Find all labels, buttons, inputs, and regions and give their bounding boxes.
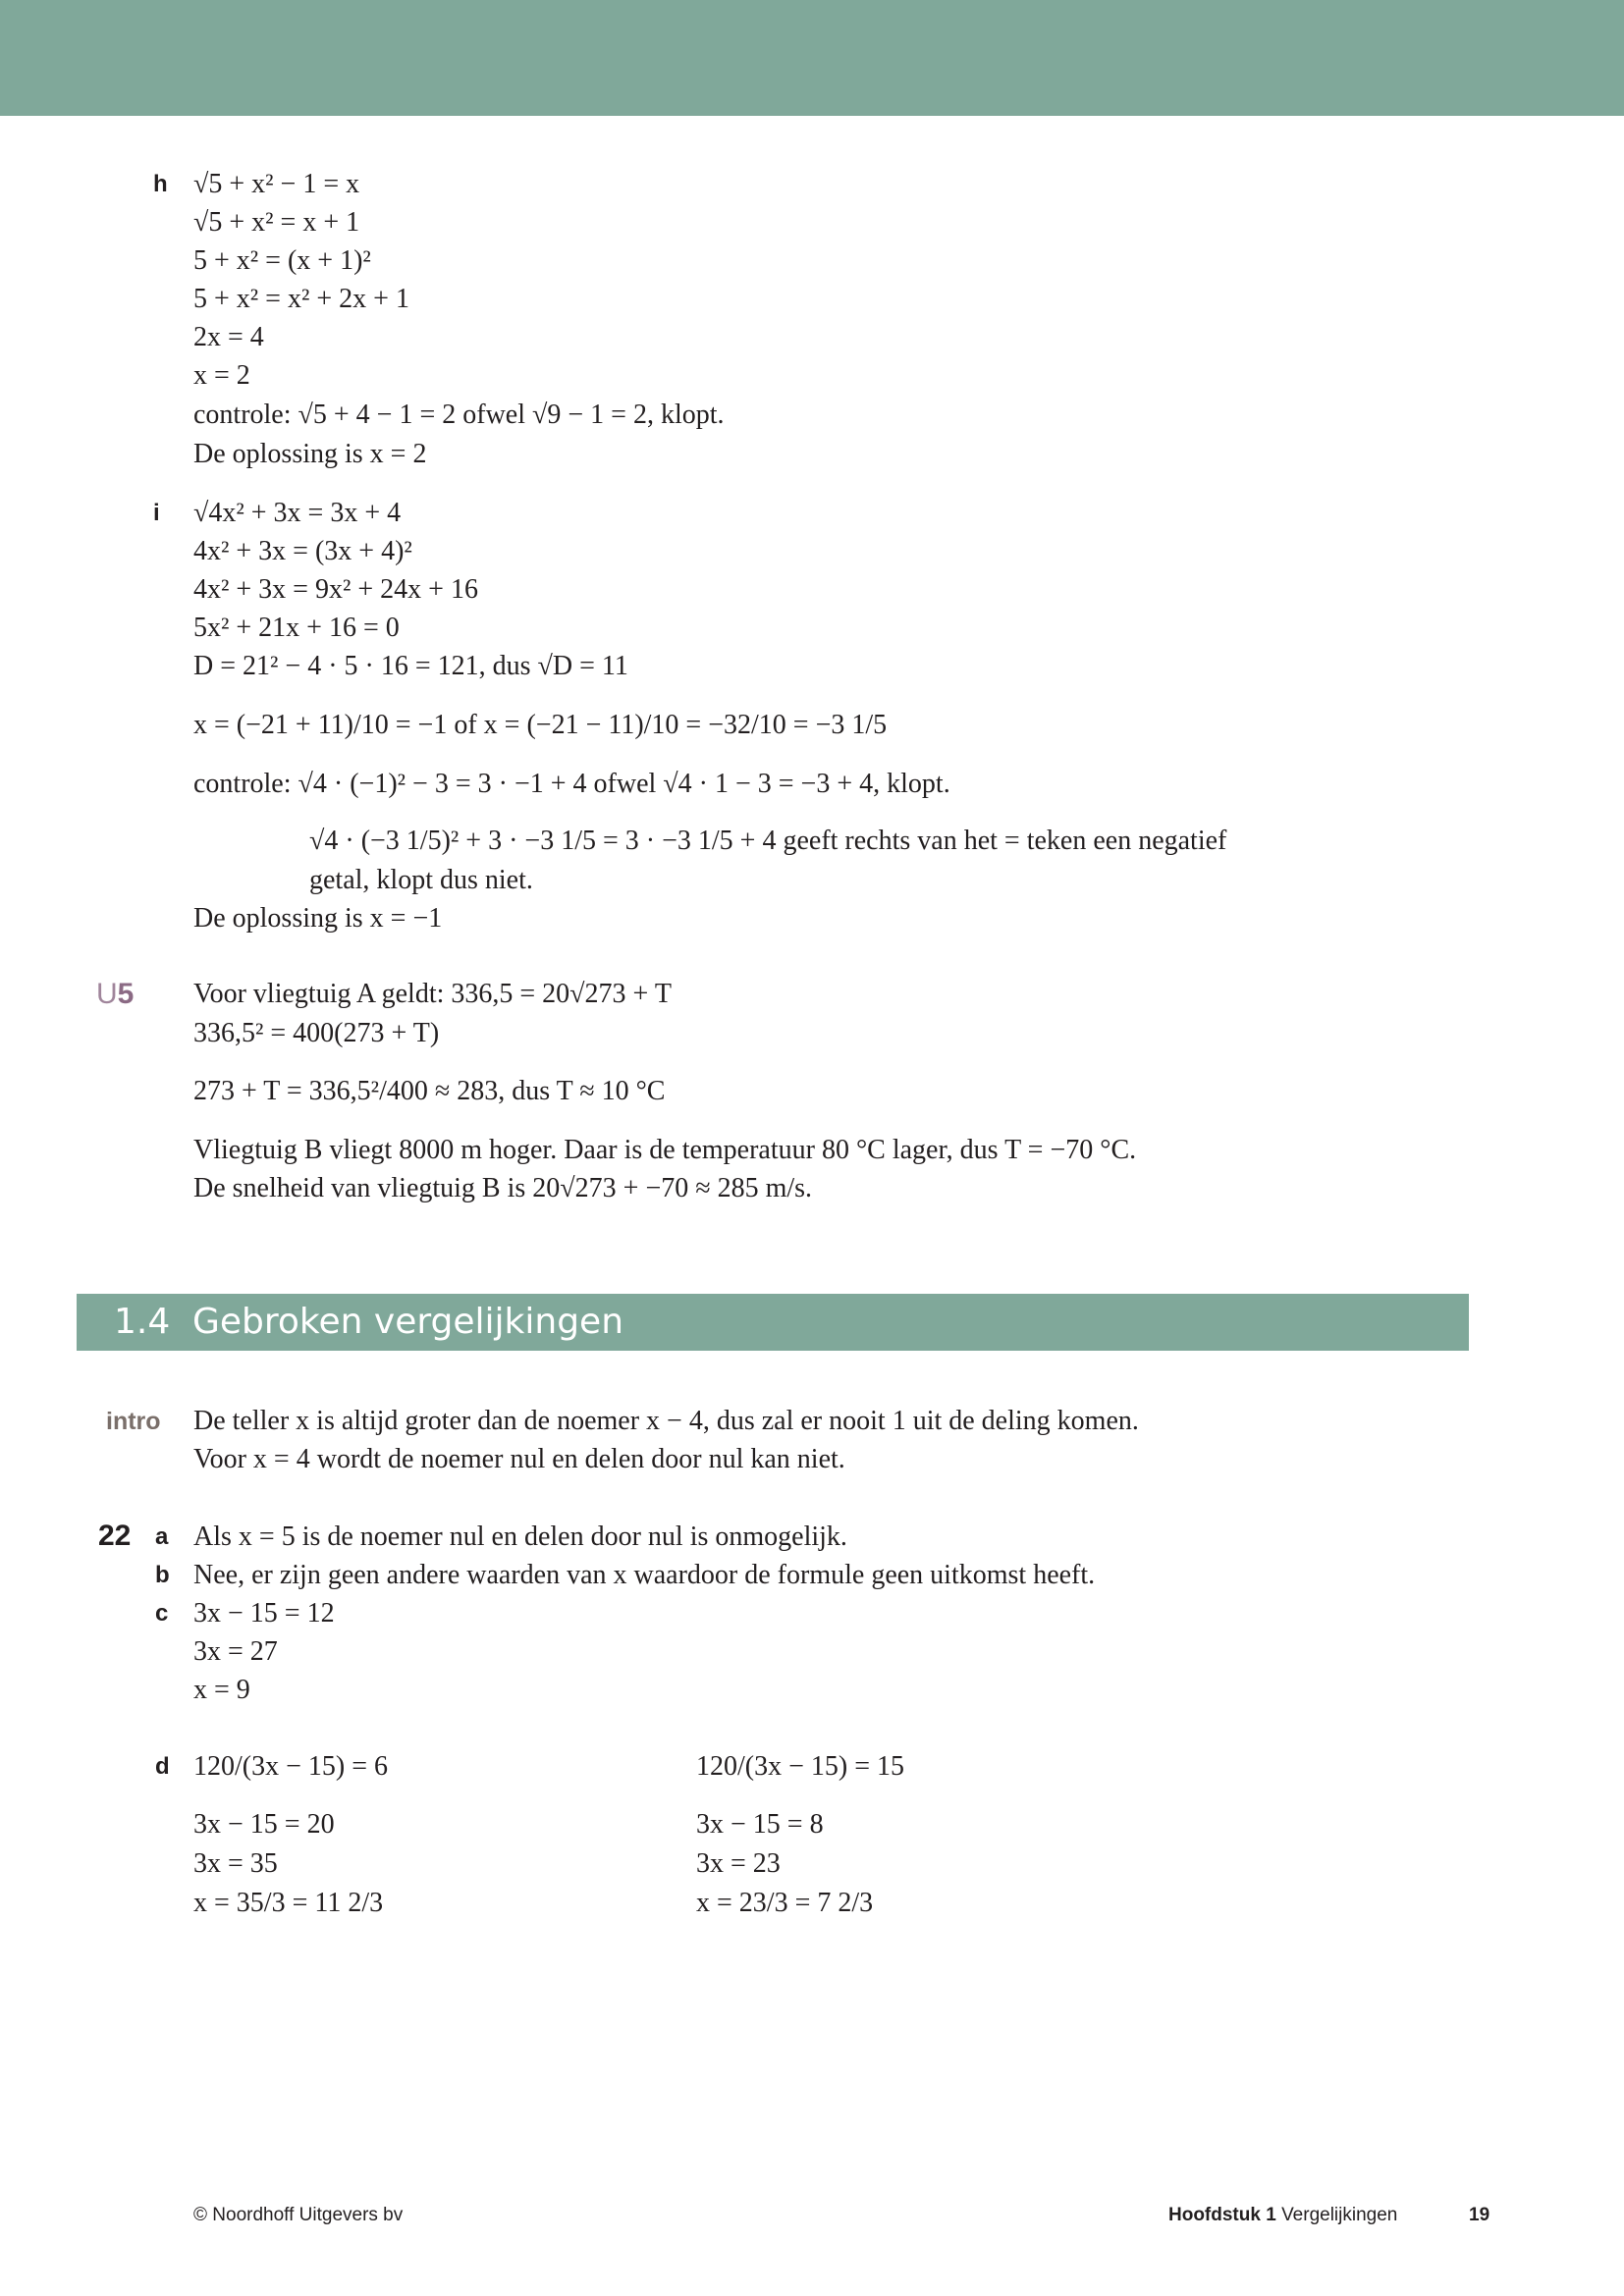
item-u5-line-3: 273 + T = 336,5²/400 ≈ 283, dus T ≈ 10 °C <box>193 1076 666 1106</box>
item-h-line-5: 2x = 4 <box>193 322 264 352</box>
q22-d-label: d <box>155 1753 170 1780</box>
header-bar <box>0 0 1624 116</box>
item-h-line-2: √5 + x² = x + 1 <box>193 207 360 238</box>
item-h-line-8: De oplossing is x = 2 <box>193 439 427 469</box>
item-i-line-5: D = 21² − 4 · 5 · 16 = 121, dus √D = 11 <box>193 651 628 681</box>
q22-d-right-line-3: 3x = 23 <box>696 1848 781 1879</box>
q22-d-left-line-2: 3x − 15 = 20 <box>193 1809 335 1840</box>
q22-d-left-line-1: 120/(3x − 15) = 6 <box>193 1751 389 1782</box>
footer-copyright: © Noordhoff Uitgevers bv <box>193 2205 404 2225</box>
item-u5-line-2: 336,5² = 400(273 + T) <box>193 1018 440 1048</box>
item-h-line-3: 5 + x² = (x + 1)² <box>193 245 371 276</box>
q22-d-right-line-2: 3x − 15 = 8 <box>696 1809 824 1840</box>
item-h-line-4: 5 + x² = x² + 2x + 1 <box>193 284 409 314</box>
item-h-label: h <box>153 171 168 197</box>
q22-c-line-3: x = 9 <box>193 1675 250 1705</box>
item-h-line-6: x = 2 <box>193 360 250 391</box>
q22-c-line-2: 3x = 27 <box>193 1636 278 1667</box>
item-i-line-3: 4x² + 3x = 9x² + 24x + 16 <box>193 574 478 605</box>
item-i-line-4: 5x² + 21x + 16 = 0 <box>193 613 400 643</box>
q22-a-label: a <box>155 1523 169 1550</box>
page-number: 19 <box>1469 2205 1490 2225</box>
item-i-line-10: De oplossing is x = −1 <box>193 903 443 934</box>
section-number: 1.4 <box>114 1302 171 1342</box>
item-i-line-7: controle: √4 · (−1)² − 3 = 3 · −1 + 4 ofwel √4 · 1 − 3 = −3 + 4, klopt. <box>193 769 950 799</box>
footer-chapter-number: Hoofdstuk 1 <box>1168 2205 1276 2225</box>
item-i-label: i <box>153 500 160 526</box>
footer-chapter <box>1168 2204 1397 2227</box>
section-heading <box>77 1294 1469 1351</box>
q22-d-right-line-1: 120/(3x − 15) = 15 <box>696 1751 905 1782</box>
q22-b-label: b <box>155 1562 170 1588</box>
item-i-line-2: 4x² + 3x = (3x + 4)² <box>193 536 412 566</box>
q22-d-right-line-4: x = 23/3 = 7 2/3 <box>696 1888 874 1918</box>
item-i-line-9: getal, klopt dus niet. <box>309 865 533 895</box>
item-i-line-1: √4x² + 3x = 3x + 4 <box>193 498 402 528</box>
q22-b-text: Nee, er zijn geen andere waarden van x waardoor de formule geen uitkomst heeft. <box>193 1560 1096 1590</box>
item-u5-line-4: Vliegtuig B vliegt 8000 m hoger. Daar is de temperatuur 80 °C lager, dus T = −70 °C. <box>193 1135 1137 1165</box>
intro-line-2: Voor x = 4 wordt de noemer nul en delen door nul kan niet. <box>193 1444 845 1474</box>
item-u5-number: 5 <box>117 978 135 1010</box>
item-u5-prefix: U <box>96 978 118 1010</box>
item-i-line-6: x = (−21 + 11)/10 = −1 of x = (−21 − 11)/10 = −32/10 = −3 1/5 <box>193 710 888 740</box>
item-u5-line-5: De snelheid van vliegtuig B is 20√273 + −70 ≈ 285 m/s. <box>193 1173 813 1203</box>
item-i-line-8: √4 · (−3 1/5)² + 3 · −3 1/5 = 3 · −3 1/5 + 4 geeft rechts van het = teken een negatief <box>309 826 1227 856</box>
question-22-number: 22 <box>98 1520 132 1552</box>
intro-line-1: De teller x is altijd groter dan de noemer x − 4, dus zal er nooit 1 uit de deling komen. <box>193 1406 1139 1436</box>
section-title: Gebroken vergelijkingen <box>192 1302 624 1342</box>
item-h-line-1: √5 + x² − 1 = x <box>193 169 360 199</box>
item-u5-label <box>96 978 134 1011</box>
item-u5-line-1: Voor vliegtuig A geldt: 336,5 = 20√273 + T <box>193 979 672 1009</box>
item-h-line-7: controle: √5 + 4 − 1 = 2 ofwel √9 − 1 = 2, klopt. <box>193 400 725 430</box>
q22-c-line-1: 3x − 15 = 12 <box>193 1598 335 1629</box>
intro-label: intro <box>106 1408 161 1435</box>
q22-c-label: c <box>155 1600 169 1627</box>
footer-chapter-title: Vergelijkingen <box>1281 2205 1398 2225</box>
q22-d-left-line-3: 3x = 35 <box>193 1848 278 1879</box>
q22-a-text: Als x = 5 is de noemer nul en delen door nul is onmogelijk. <box>193 1522 847 1552</box>
q22-d-left-line-4: x = 35/3 = 11 2/3 <box>193 1888 384 1918</box>
